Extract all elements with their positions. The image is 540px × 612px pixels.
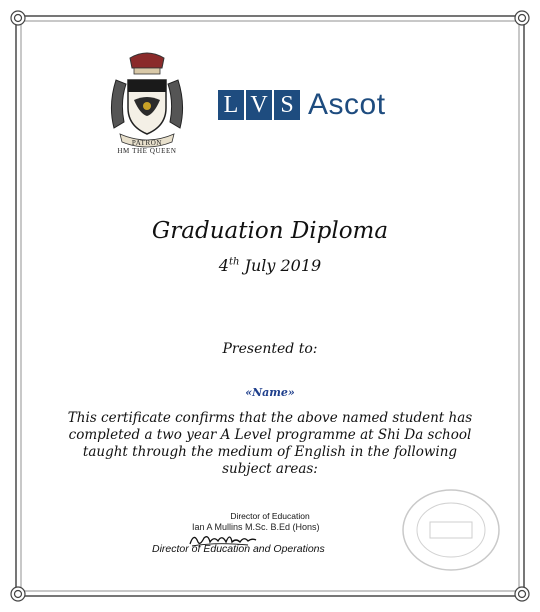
signatory-title: Director of Education xyxy=(230,511,310,521)
logo-wordmark: Ascot xyxy=(308,88,386,121)
school-logo xyxy=(218,88,386,122)
body-line: taught through the medium of English in the following xyxy=(82,444,458,460)
body-line: completed a two year A Level programme at Shi Da school xyxy=(68,427,472,443)
body-line: This certificate confirms that the above named student has xyxy=(67,410,473,426)
corner-rosette-icon xyxy=(515,11,529,25)
logo-letter-box: V xyxy=(246,90,272,120)
certificate-date xyxy=(40,256,500,275)
recipient-name-field: «Name» xyxy=(245,386,295,399)
body-line: subject areas: xyxy=(222,461,318,477)
certificate-body xyxy=(30,410,510,478)
certificate-title: Graduation Diploma xyxy=(151,218,389,244)
corner-rosette-icon xyxy=(515,587,529,601)
signatory-role: Director of Education and Operations xyxy=(152,543,325,555)
date-month-year: July 2019 xyxy=(239,256,322,275)
logo-letter-box: L xyxy=(218,90,244,120)
school-stamp-icon xyxy=(396,480,506,576)
date-suffix: th xyxy=(228,256,240,268)
patron-line: HM THE QUEEN xyxy=(117,147,177,155)
corner-rosette-icon xyxy=(11,11,25,25)
patron-line: PATRON xyxy=(131,139,163,147)
date-day: 4 xyxy=(218,256,229,275)
signatory-name: Ian A Mullins M.Sc. B.Ed (Hons) xyxy=(192,522,320,532)
logo-letter-box: S xyxy=(274,90,300,120)
presented-to-label: Presented to: xyxy=(222,341,318,357)
corner-rosette-icon xyxy=(11,587,25,601)
patron-caption xyxy=(94,139,200,155)
